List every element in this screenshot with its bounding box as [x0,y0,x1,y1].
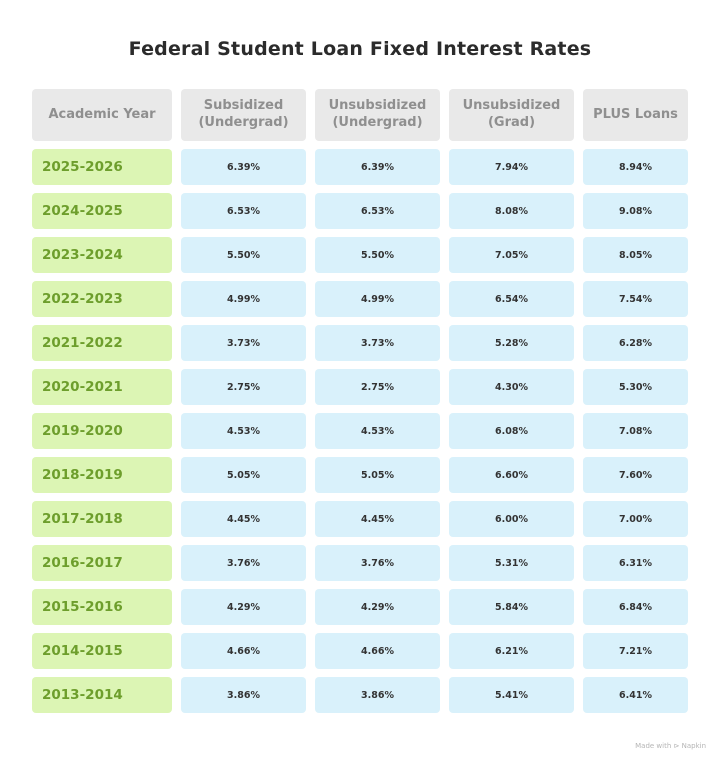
rate-cell: 7.08% [583,413,688,449]
rate-cell: 5.28% [449,325,574,361]
rate-cell: 6.21% [449,633,574,669]
year-label: 2015-2016 [32,589,172,625]
rate-cell: 5.31% [449,545,574,581]
rate-cell: 6.54% [449,281,574,317]
rate-cell: 6.41% [583,677,688,713]
year-label: 2025-2026 [32,149,172,185]
column-header: PLUS Loans [583,89,688,141]
rate-cell: 4.45% [315,501,440,537]
year-label: 2013-2014 [32,677,172,713]
year-label: 2016-2017 [32,545,172,581]
rate-cell: 7.00% [583,501,688,537]
rate-cell: 6.31% [583,545,688,581]
rate-cell: 3.86% [181,677,306,713]
rate-cell: 3.86% [315,677,440,713]
rate-cell: 4.45% [181,501,306,537]
rate-cell: 7.21% [583,633,688,669]
rate-cell: 6.53% [315,193,440,229]
rate-cell: 6.39% [181,149,306,185]
rate-cell: 4.99% [315,281,440,317]
rate-cell: 7.60% [583,457,688,493]
rate-cell: 8.94% [583,149,688,185]
column-header: Academic Year [32,89,172,141]
rate-cell: 4.53% [181,413,306,449]
rate-cell: 5.05% [315,457,440,493]
column-header: Subsidized (Undergrad) [181,89,306,141]
rates-table [32,89,688,713]
rate-cell: 3.73% [315,325,440,361]
rate-cell: 5.41% [449,677,574,713]
rate-cell: 8.05% [583,237,688,273]
rate-cell: 3.76% [181,545,306,581]
year-label: 2019-2020 [32,413,172,449]
rate-cell: 4.30% [449,369,574,405]
rate-cell: 4.66% [315,633,440,669]
year-label: 2023-2024 [32,237,172,273]
rate-cell: 3.73% [181,325,306,361]
rate-cell: 5.05% [181,457,306,493]
rate-cell: 6.39% [315,149,440,185]
rate-cell: 5.84% [449,589,574,625]
year-label: 2020-2021 [32,369,172,405]
rate-cell: 4.99% [181,281,306,317]
rate-cell: 7.05% [449,237,574,273]
year-label: 2018-2019 [32,457,172,493]
rate-cell: 3.76% [315,545,440,581]
year-label: 2024-2025 [32,193,172,229]
rate-cell: 6.00% [449,501,574,537]
rate-cell: 6.28% [583,325,688,361]
rate-cell: 6.84% [583,589,688,625]
rate-cell: 9.08% [583,193,688,229]
rate-cell: 6.60% [449,457,574,493]
rate-cell: 5.30% [583,369,688,405]
rate-cell: 6.53% [181,193,306,229]
rate-cell: 8.08% [449,193,574,229]
rate-cell: 7.94% [449,149,574,185]
rate-cell: 7.54% [583,281,688,317]
year-label: 2017-2018 [32,501,172,537]
rate-cell: 2.75% [315,369,440,405]
chart-title: Federal Student Loan Fixed Interest Rates [128,38,592,60]
year-label: 2014-2015 [32,633,172,669]
rate-cell: 4.53% [315,413,440,449]
column-header: Unsubsidized (Grad) [449,89,574,141]
column-header: Unsubsidized (Undergrad) [315,89,440,141]
footer-credit: Made with ⊳ Napkin [635,742,706,750]
rate-cell: 6.08% [449,413,574,449]
rate-cell: 5.50% [181,237,306,273]
rate-cell: 5.50% [315,237,440,273]
rate-cell: 4.66% [181,633,306,669]
rate-cell: 4.29% [181,589,306,625]
year-label: 2021-2022 [32,325,172,361]
rate-cell: 2.75% [181,369,306,405]
year-label: 2022-2023 [32,281,172,317]
rate-cell: 4.29% [315,589,440,625]
